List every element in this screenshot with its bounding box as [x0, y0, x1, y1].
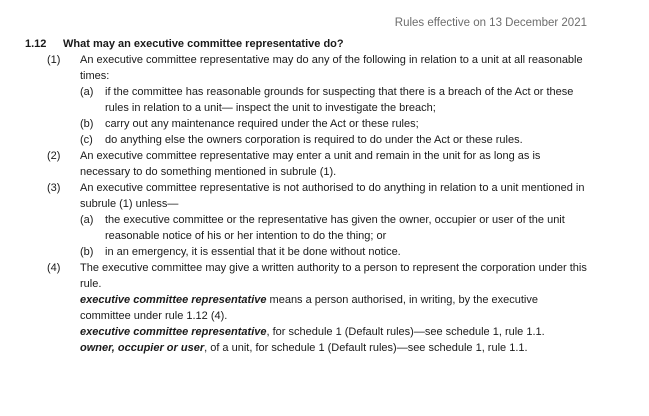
- paragraph-1c: [80, 132, 590, 148]
- subrule-text: An executive committee representative may enter a unit and remain in the unit for as long as is necessary to do something mentioned in subrule (1).: [80, 150, 541, 178]
- paragraph-text: do anything else the owners corporation is required to do under the Act or these rules.: [105, 134, 523, 146]
- subrule-4: [47, 260, 590, 292]
- subrule-1: [47, 52, 590, 84]
- paragraph-text: the executive committee or the representative has given the owner, occupier or user of the unit reasonable notice of his or her intention to do the thing; or: [105, 214, 565, 242]
- rule-title: What may an executive committee representative do?: [63, 38, 344, 50]
- paragraph-3b: [80, 244, 590, 260]
- subrule-3: [47, 180, 590, 212]
- subrule-label: (3): [47, 182, 61, 194]
- definition-text: , for schedule 1 (Default rules)—see schedule 1, rule 1.1.: [266, 326, 545, 338]
- paragraph-label: (c): [80, 134, 93, 146]
- paragraph-1b: [80, 116, 590, 132]
- subrule-label: (4): [47, 262, 61, 274]
- paragraph-text: carry out any maintenance required under the Act or these rules;: [105, 118, 419, 130]
- definition-text: , of a unit, for schedule 1 (Default rules)—see schedule 1, rule 1.1.: [204, 342, 528, 354]
- paragraph-label: (b): [80, 246, 94, 258]
- definition-2: [80, 324, 590, 340]
- rule-number: 1.12: [25, 38, 47, 50]
- paragraph-label: (a): [80, 214, 94, 226]
- effective-date-header: Rules effective on 13 December 2021: [394, 17, 587, 29]
- subrule-text: An executive committee representative is not authorised to do anything in relation to a unit mentioned in subrule (1) unless—: [80, 182, 585, 210]
- definition-term: owner, occupier or user: [80, 342, 205, 354]
- subrule-2: [47, 148, 590, 180]
- definition-1: [80, 292, 590, 324]
- paragraph-3a: [80, 212, 590, 244]
- paragraph-text: in an emergency, it is essential that it be done without notice.: [105, 246, 401, 258]
- definition-3: [80, 340, 590, 356]
- subrule-label: (2): [47, 150, 61, 162]
- paragraph-text: if the committee has reasonable grounds for suspecting that there is a breach of the Act or these rules in relation to a unit— inspect the unit to investigate the breach;: [105, 86, 574, 114]
- subrule-text: An executive committee representative may do any of the following in relation to a unit at all reasonable times:: [80, 54, 583, 82]
- definition-term: executive committee representative: [80, 326, 267, 338]
- rule-heading: [25, 36, 344, 52]
- subrule-label: (1): [47, 54, 61, 66]
- paragraph-label: (b): [80, 118, 94, 130]
- subrule-text: The executive committee may give a written authority to a person to represent the corporation under this rule.: [80, 262, 587, 290]
- paragraph-1a: [80, 84, 590, 116]
- paragraph-label: (a): [80, 86, 94, 98]
- definition-text: means a person authorised, in writing, by the executive committee under rule 1.12 (4).: [80, 294, 538, 322]
- definition-term: executive committee representative: [80, 294, 267, 306]
